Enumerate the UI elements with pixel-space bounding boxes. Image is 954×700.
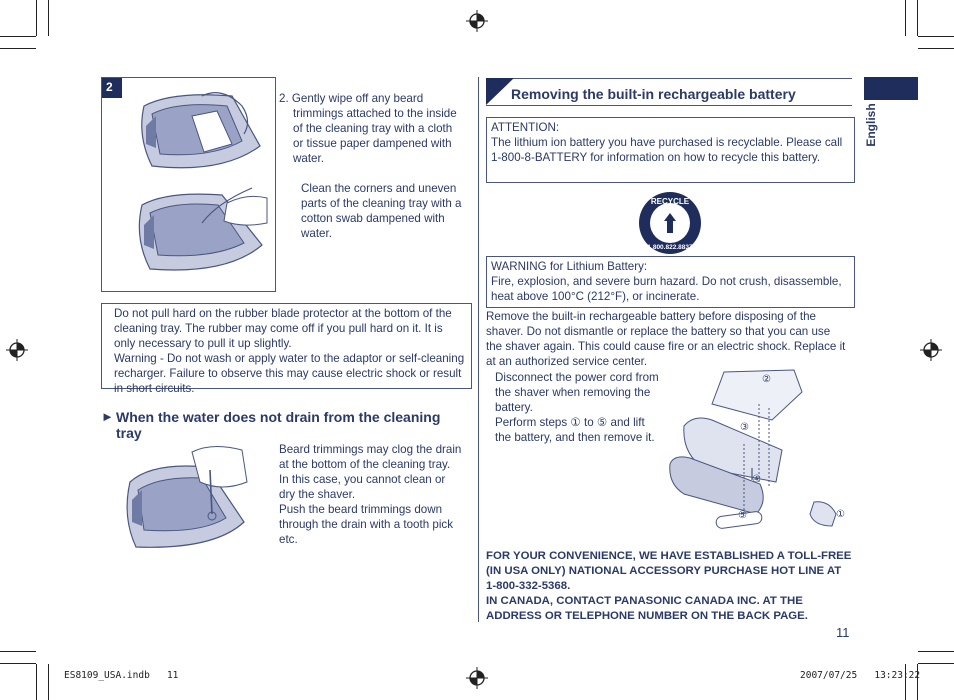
warning-box: WARNING for Lithium Battery: Fire, explosion, and severe burn hazard. Do not crush, disassemble, heat above 100°C (212°F), or incinerate. (486, 256, 855, 308)
registration-mark-right-icon (920, 339, 942, 361)
registration-mark-top-icon (466, 10, 488, 32)
diagram-label-4: ④ (752, 474, 761, 485)
diagram-label-3: ③ (740, 422, 749, 433)
step-number: 2 (106, 80, 113, 94)
drain-heading-text: When the water does not drain from the cleaning tray (116, 409, 441, 441)
side-tab-label: English (864, 103, 878, 147)
drain-text: Beard trimmings may clog the drain at the bottom of the cleaning tray. In this case, you cannot clean or dry the shaver. Push the beard trimmings down through the drain with a tooth pick etc. (279, 443, 462, 546)
accessory-notice: FOR YOUR CONVENIENCE, WE HAVE ESTABLISHED A TOLL-FREE (IN USA ONLY) NATIONAL ACCESSORY PURCHASE HOT LINE AT 1-800-332-5368. IN CANADA, CONTACT PANASONIC CANADA INC. AT THE ADDRESS OR TELEPHONE NUMBER ON THE BACK PAGE. (486, 550, 852, 622)
registration-mark-bottom-icon (466, 667, 488, 689)
drain-toothpick-illustration (122, 442, 252, 560)
remove-battery-text: Remove the built-in rechargeable battery before disposing of the shaver. Do not dismantle or replace the battery so that you can use the shaver again. This could cause fire or an electric shock. Replace it at an authorized service center. (486, 310, 846, 368)
cleaning-tray-cloth-illustration (132, 86, 272, 176)
diagram-label-2: ② (762, 374, 771, 385)
step2-figure (101, 77, 276, 292)
section-heading-underline (486, 105, 852, 106)
diagram-label-5: ⑤ (738, 510, 747, 521)
cleaning-tray-swab-illustration (132, 183, 272, 283)
caution-box: Do not pull hard on the rubber blade protector at the bottom of the cleaning tray. The rubber may come off if you pull hard on it. It is only necessary to pull it up slightly. Warning - Do not wash or apply water to the adaptor or self-cleaning recharger. Failure to observe this may cause electric shock or result in short circuits. (101, 303, 472, 389)
registration-mark-left-icon (6, 339, 28, 361)
column-divider (478, 77, 479, 622)
attention-box: ATTENTION: The lithium ion battery you have purchased is recyclable. Please call 1-800-8-BATTERY for information on how to recycle this battery. (486, 117, 855, 183)
drain-heading-marker: ► (101, 409, 114, 424)
battery-heading: Removing the built-in rechargeable battery (511, 86, 796, 102)
svg-text:RECYCLE: RECYCLE (650, 197, 690, 206)
page-number: 11 (836, 625, 850, 640)
footer-file-info: ES8109_USA.indb 11 (64, 670, 179, 681)
step2-instruction (279, 76, 464, 256)
disconnect-text: Disconnect the power cord from the shaver when removing the battery. Perform steps ① to ⑤ and lift the battery, and then remove it. (495, 371, 659, 444)
step2-subtext: Clean the corners and uneven parts of the cleaning tray with a cotton swab dampened with water. (301, 182, 462, 240)
recycle-seal-icon (638, 191, 702, 255)
section-heading-rule (486, 78, 852, 79)
battery-removal-diagram (664, 364, 854, 538)
footer-timestamp: 2007/07/25 13:23:22 (800, 670, 921, 681)
drain-heading (101, 409, 466, 441)
svg-text:1.800.822.8837: 1.800.822.8837 (647, 244, 693, 251)
diagram-label-1: ① (836, 509, 845, 520)
step2-text: 2. Gently wipe off any beard trimmings attached to the inside of the cleaning tray with a cloth or tissue paper dampened with water. (279, 92, 457, 165)
section-heading-corner-icon (486, 78, 514, 105)
